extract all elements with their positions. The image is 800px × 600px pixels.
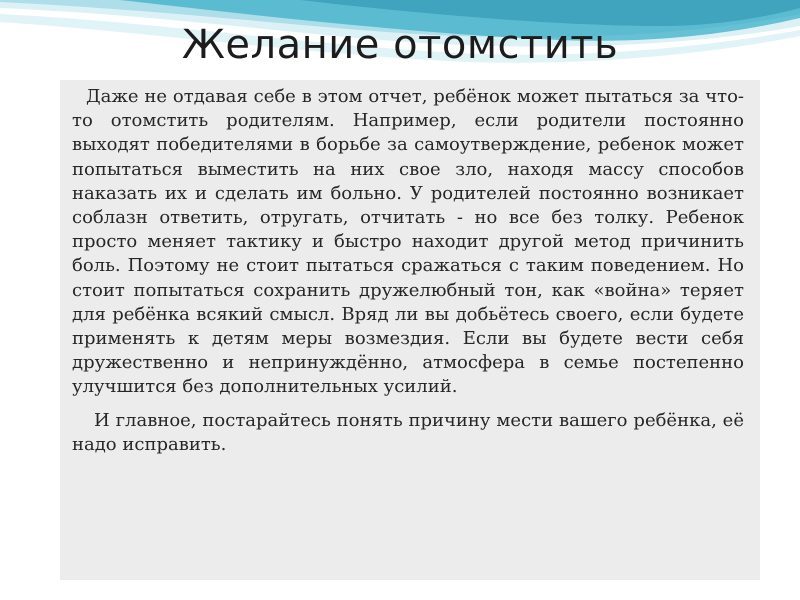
slide-title: Желание отомстить xyxy=(181,22,619,68)
paragraph-main: Даже не отдавая себе в этом отчет, ребёнок может пытаться за что-то отомстить родителям. Например, если родители постоянно выходят победителями в борьбе за самоутверждение, ребенок может попытаться выместить на них свое зло, находя массу способов наказать их и сделать им больно. У родителей постоянно возникает соблазн ответить, отругать, отчитать - но все без толку. Ребенок просто меняет тактику и быстро находит другой метод причинить боль. Поэтому не стоит пытаться сражаться с таким поведением. Но стоит попытаться сохранить дружелюбный тон, как «война» теряет для ребёнка всякий смысл. Вряд ли вы добьётесь своего, если будете применять к детям меры возмездия. Если вы будете вести себя дружественно и непринуждённо, атмосфера в семье постепенно улучшится без дополнительных усилий. xyxy=(72,86,744,398)
paragraph-conclusion: И главное, постарайтесь понять причину мести вашего ребёнка, её надо исправить. xyxy=(72,409,744,455)
content-box xyxy=(60,80,760,580)
